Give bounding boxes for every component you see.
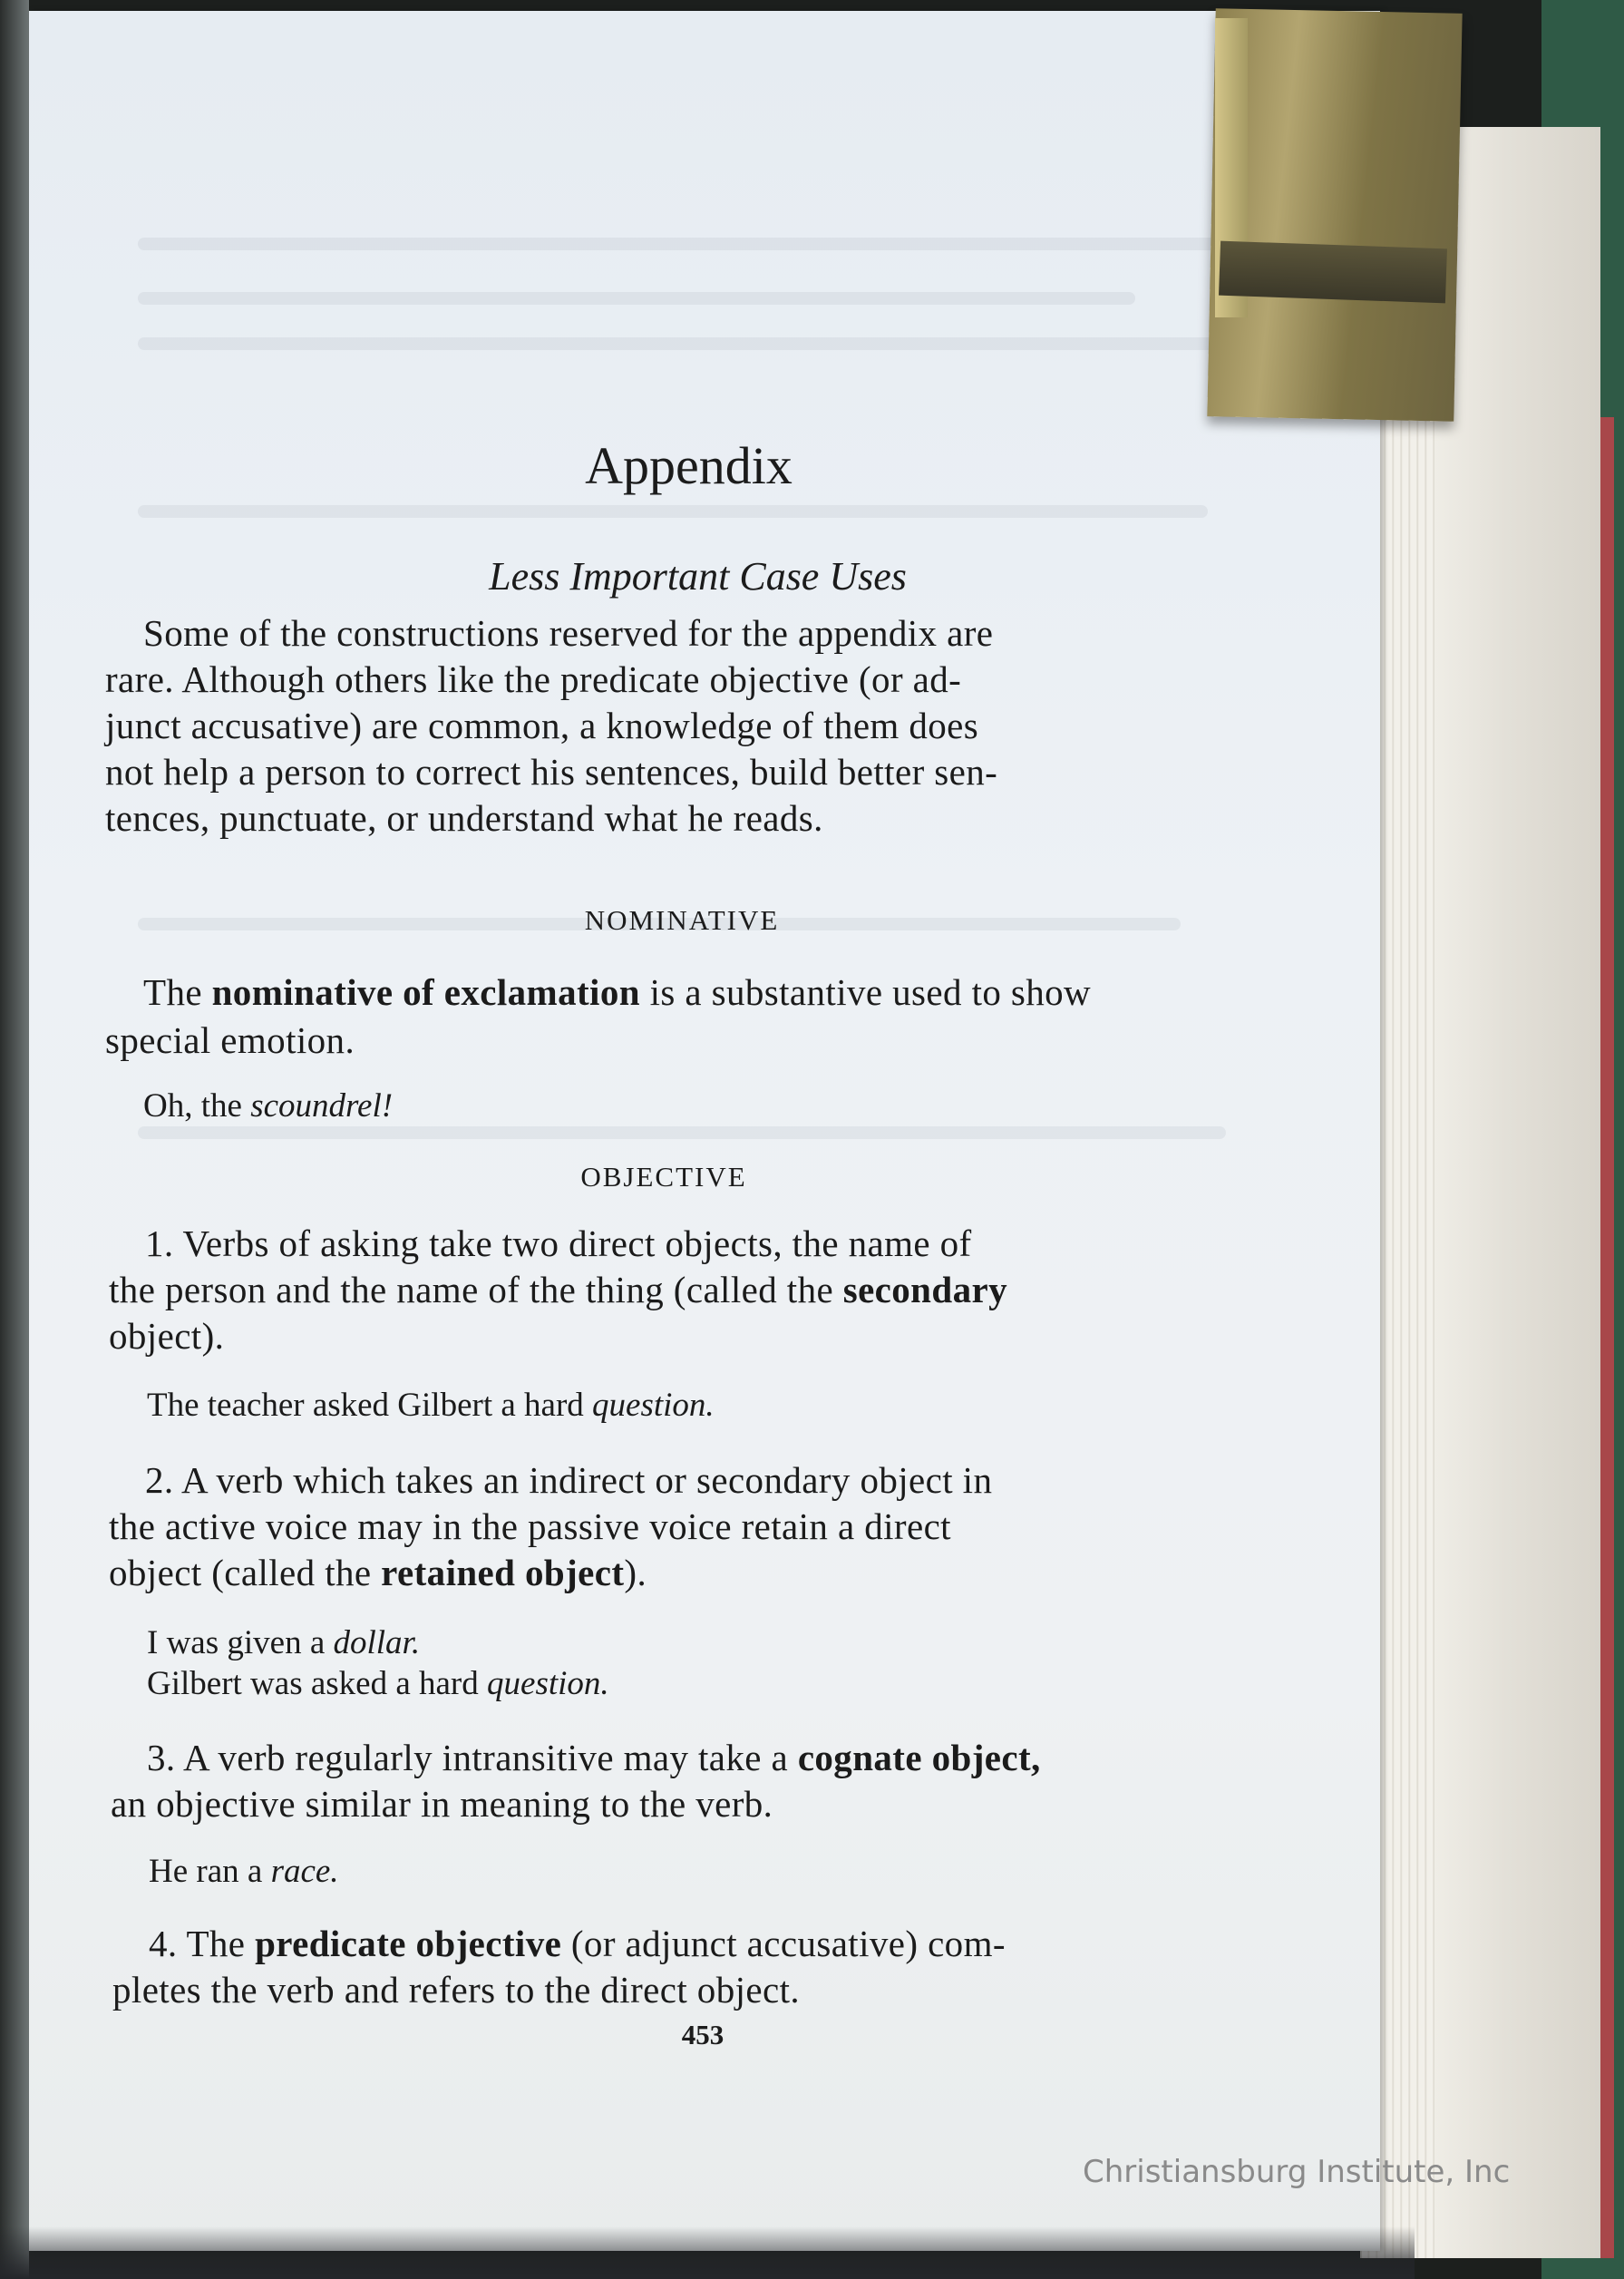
term-predicate-objective: predicate objective	[255, 1923, 562, 1964]
term-secondary-object: secondary	[842, 1269, 1007, 1310]
show-through-line	[138, 292, 1135, 305]
show-through-line	[138, 1126, 1226, 1139]
text-run: Gilbert was asked a hard	[147, 1665, 488, 1702]
text-run: The	[143, 971, 212, 1013]
watermark: Christiansburg Institute, Inc	[1083, 2154, 1511, 2190]
text-run: He ran a	[149, 1853, 271, 1890]
objective-line	[149, 1922, 1006, 1965]
example-italic: race.	[270, 1853, 339, 1890]
page-left-shadow	[0, 0, 29, 2279]
example-line	[149, 1852, 339, 1891]
intro-line: junct accusative) are common, a knowledge of them does	[105, 705, 979, 746]
text-run: I was given a	[147, 1624, 334, 1661]
objective-line	[147, 1736, 1041, 1779]
show-through-line	[138, 505, 1208, 518]
example-line	[147, 1386, 715, 1425]
text-run: 3. A verb regularly intransitive may take a	[147, 1737, 798, 1778]
objective-line	[109, 1268, 1007, 1311]
page-number: 453	[681, 2019, 724, 2050]
example-italic: dollar.	[333, 1624, 421, 1661]
intro-line: rare. Although others like the predicate objective (or ad-	[105, 658, 962, 700]
term-cognate-object: cognate object,	[797, 1737, 1041, 1778]
objective-line: 1. Verbs of asking take two direct objects, the name of	[145, 1222, 972, 1264]
objective-line: pletes the verb and refers to the direct object.	[112, 1969, 801, 2011]
text-run: the person and the name of the thing (called the	[109, 1269, 843, 1310]
objective-line: an objective similar in meaning to the verb.	[111, 1783, 773, 1825]
objective-line: the active voice may in the passive voice retain a direct	[109, 1505, 951, 1547]
nominative-line: special emotion.	[105, 1019, 355, 1061]
example-italic: question.	[592, 1387, 715, 1424]
text-run: 4. The	[149, 1923, 256, 1964]
intro-line: not help a person to correct his sentences, build better sen-	[105, 751, 998, 793]
example-line	[147, 1623, 420, 1662]
text-run: object (called the	[109, 1552, 382, 1593]
example-italic: scoundrel!	[250, 1087, 394, 1125]
term-retained-object: retained object	[381, 1552, 625, 1593]
objective-line: object).	[109, 1315, 225, 1357]
example-italic: question.	[487, 1665, 609, 1702]
bookmark-fold-shadow	[1219, 241, 1447, 304]
objective-line	[109, 1551, 647, 1594]
page-subtitle: Less Important Case Uses	[489, 554, 907, 599]
book-page	[29, 11, 1380, 2251]
example-line	[143, 1086, 393, 1125]
intro-line: Some of the constructions reserved for the appendix are	[143, 612, 994, 654]
text-run: ).	[624, 1552, 647, 1593]
bottom-shadow	[0, 2226, 1415, 2279]
text-run: (or adjunct accusative) com-	[561, 1923, 1006, 1964]
section-heading-nominative: NOMINATIVE	[584, 904, 780, 936]
example-line	[147, 1664, 609, 1703]
term-nominative-of-exclamation: nominative of exclamation	[211, 971, 640, 1013]
text-run: Oh, the	[143, 1087, 251, 1125]
show-through-line	[138, 337, 1226, 350]
text-run: is a substantive used to show	[639, 971, 1092, 1013]
intro-line: tences, punctuate, or understand what he reads.	[105, 797, 823, 839]
text-run: The teacher asked Gilbert a hard	[147, 1387, 593, 1424]
page-title: Appendix	[585, 436, 793, 495]
nominative-line	[143, 970, 1091, 1014]
objective-line: 2. A verb which takes an indirect or secondary object in	[145, 1459, 993, 1501]
section-heading-objective: OBJECTIVE	[580, 1161, 747, 1193]
show-through-line	[138, 238, 1226, 250]
